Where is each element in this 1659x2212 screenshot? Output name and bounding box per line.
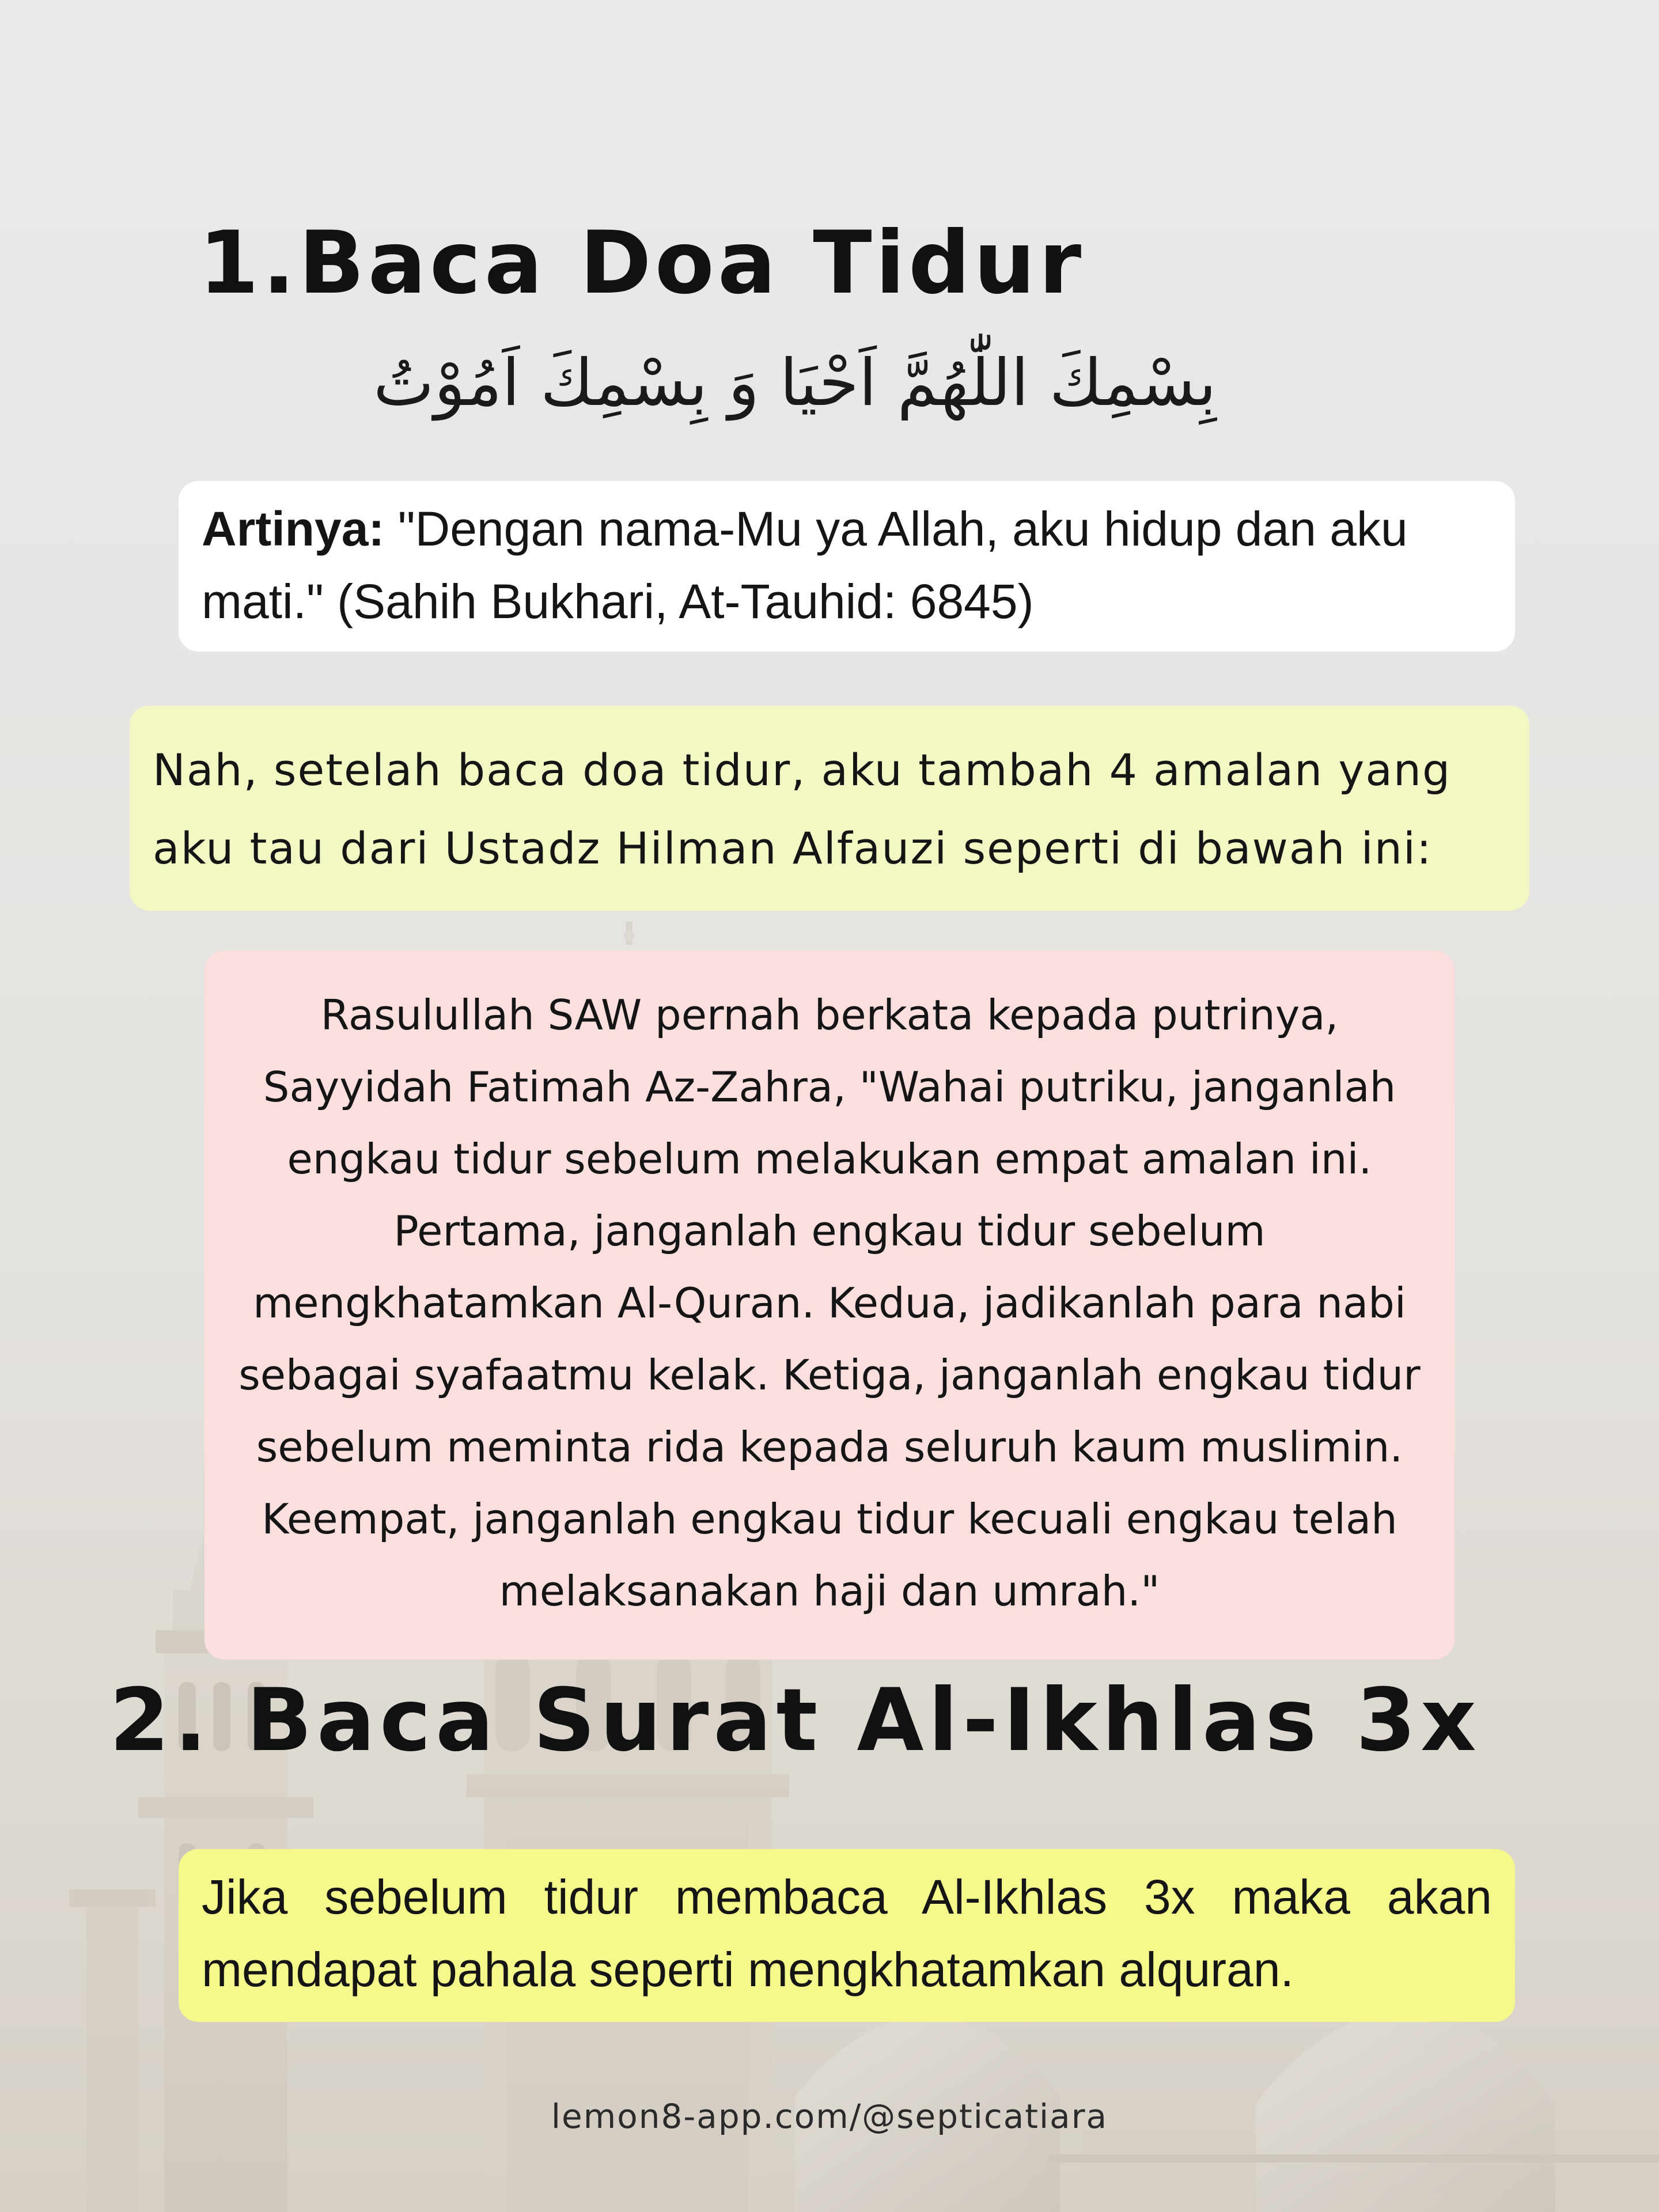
footer-watermark-link: lemon8-app.com/@septicatiara	[551, 2097, 1108, 2136]
meaning-box	[179, 481, 1515, 652]
al-ikhlas-box: Jika sebelum tidur membaca Al-Ikhlas 3x maka akan mendapat pahala seperti mengkhatamkan alquran.	[179, 1849, 1515, 2022]
meaning-text: "Dengan nama-Mu ya Allah, aku hidup dan aku mati." (Sahih Bukhari, At-Tauhid: 6845)	[202, 502, 1408, 628]
meaning-label: Artinya:	[202, 502, 385, 556]
section-2-heading: 2. Baca Surat Al-Ikhlas 3x	[109, 1671, 1481, 1771]
hadith-box: Rasulullah SAW pernah berkata kepada putrinya, Sayyidah Fatimah Az-Zahra, "Wahai putriku, janganlah engkau tidur sebelum melakukan empat amalan ini. Pertama, janganlah engkau tidur sebelum mengkhatamkan Al-Quran. Kedua, jadikanlah para nabi sebagai syafaatmu kelak. Ketiga, janganlah engkau tidur sebelum meminta rida kepada seluruh kaum muslimin. Keempat, janganlah engkau tidur kecuali engkau telah melaksanakan haji dan umrah."	[204, 950, 1455, 1660]
arabic-prayer-text: بِسْمِكَ اللّٰهُمَّ اَحْيَا وَ بِسْمِكَ اَمُوْتُ	[373, 346, 1217, 421]
section-1-heading: 1.Baca Doa Tidur	[199, 213, 1085, 313]
intro-note-box: Nah, setelah baca doa tidur, aku tambah 4 amalan yang aku tau dari Ustadz Hilman Alfauzi seperti di bawah ini:	[130, 706, 1529, 911]
